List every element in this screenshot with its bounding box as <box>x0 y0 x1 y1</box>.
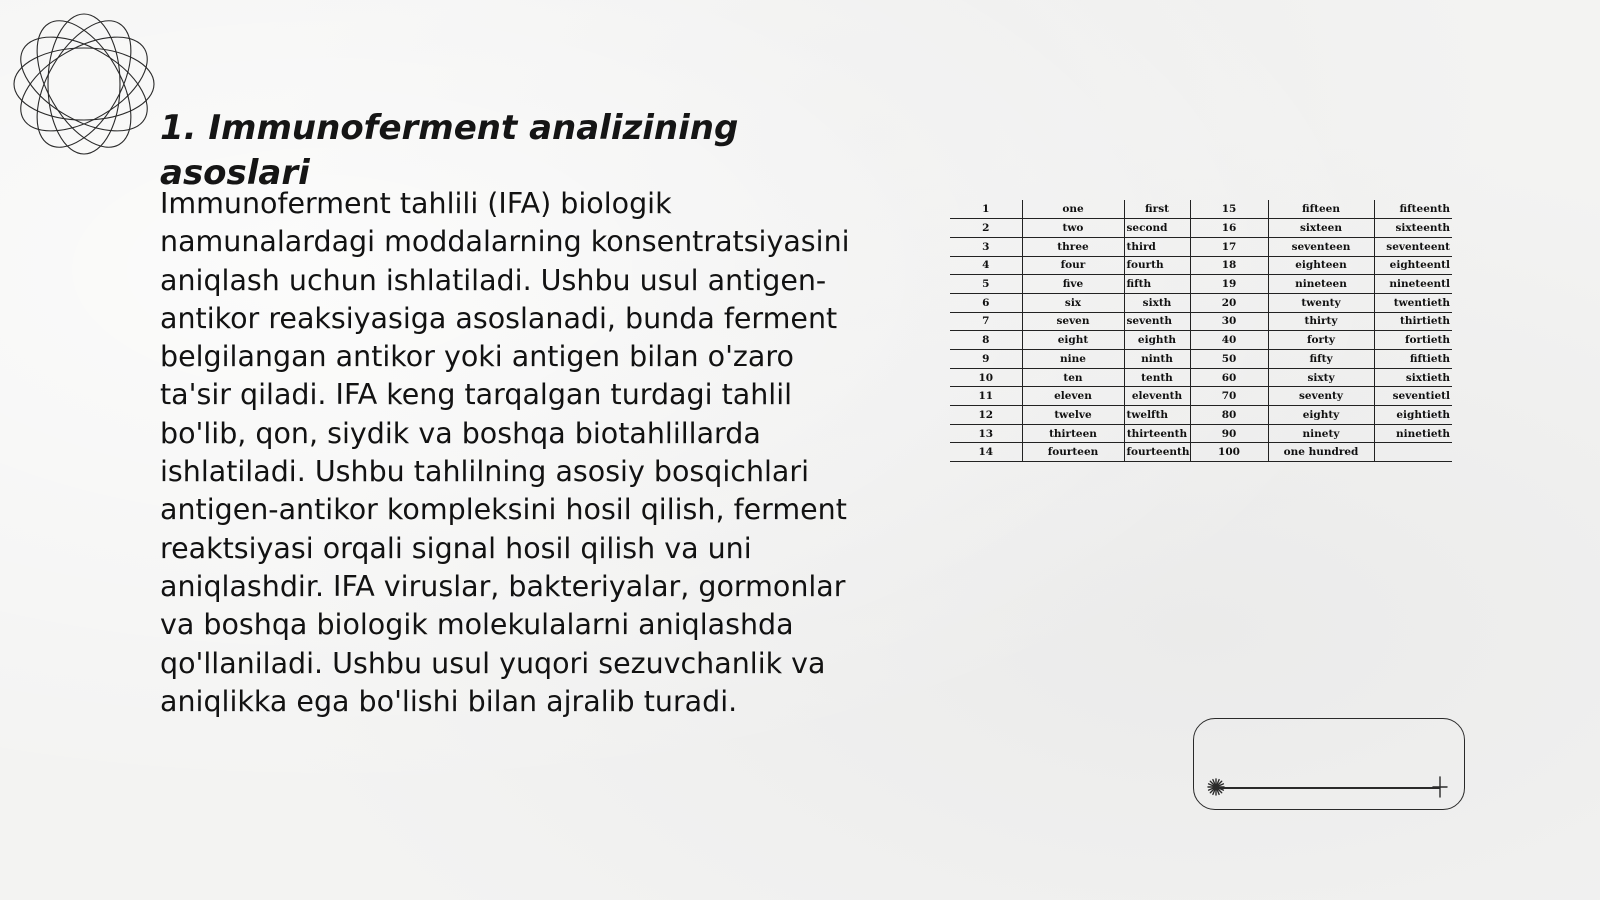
cardinal-cell: fourteen <box>1022 443 1124 462</box>
table-row <box>950 424 1452 443</box>
ordinal-cell: fourth <box>1124 256 1190 275</box>
decorative-line <box>1216 787 1440 789</box>
cardinal-cell: sixteen <box>1268 219 1374 238</box>
number-cell: 3 <box>950 237 1022 256</box>
ordinal-cell: eleventh <box>1124 387 1190 406</box>
cardinal-cell: seven <box>1022 312 1124 331</box>
number-cell: 17 <box>1190 237 1268 256</box>
slide-title: 1. Immunoferment analizining asoslari <box>160 108 739 193</box>
number-cell: 14 <box>950 443 1022 462</box>
decorative-frame <box>1193 718 1465 810</box>
ordinal-cell: tenth <box>1124 368 1190 387</box>
table-row <box>950 256 1452 275</box>
cardinal-cell: nine <box>1022 350 1124 369</box>
table-row <box>950 200 1452 219</box>
cardinal-cell: ten <box>1022 368 1124 387</box>
cardinal-cell: fifty <box>1268 350 1374 369</box>
cardinal-cell: seventeen <box>1268 237 1374 256</box>
ordinal-cell: nineteentl <box>1374 275 1452 294</box>
number-cell: 12 <box>950 406 1022 425</box>
cardinal-cell: six <box>1022 293 1124 312</box>
cardinal-cell: nineteen <box>1268 275 1374 294</box>
cardinal-cell: twenty <box>1268 293 1374 312</box>
ordinal-cell: fifteenth <box>1374 200 1452 219</box>
cardinal-cell: thirteen <box>1022 424 1124 443</box>
number-cell: 5 <box>950 275 1022 294</box>
ordinal-cell: sixth <box>1124 293 1190 312</box>
number-cell: 4 <box>950 256 1022 275</box>
number-cell: 100 <box>1190 443 1268 462</box>
ordinal-cell: eighteentl <box>1374 256 1452 275</box>
number-cell: 11 <box>950 387 1022 406</box>
table-row <box>950 237 1452 256</box>
ordinal-cell: ninetieth <box>1374 424 1452 443</box>
ordinal-cell: seventh <box>1124 312 1190 331</box>
ordinal-cell <box>1374 443 1452 462</box>
ordinal-cell: seventeent <box>1374 237 1452 256</box>
number-cell: 6 <box>950 293 1022 312</box>
cardinal-cell: eight <box>1022 331 1124 350</box>
number-cell: 9 <box>950 350 1022 369</box>
table-row <box>950 331 1452 350</box>
table-row <box>950 275 1452 294</box>
number-cell: 18 <box>1190 256 1268 275</box>
cardinal-cell: ninety <box>1268 424 1374 443</box>
table-row <box>950 350 1452 369</box>
number-cell: 80 <box>1190 406 1268 425</box>
number-cell: 8 <box>950 331 1022 350</box>
cardinal-cell: three <box>1022 237 1124 256</box>
ordinal-cell: ninth <box>1124 350 1190 369</box>
slide-body-text: Immunoferment tahlili (IFA) biologik namunalardagi moddalarning konsentratsiyasini aniqlash uchun ishlatiladi. Ushbu usul antigen-antikor reaksiyasiga asoslanadi, bunda ferment belgilangan antikor yoki antigen bilan o'zaro ta'sir qiladi. IFA keng tarqalgan turdagi tahlil bo'lib, qon, siydik va boshqa biotahlillarda ishlatiladi. Ushbu tahlilning asosiy bosqichlari antigen-antikor kompleksini hosil qilish, ferment reaktsiyasi orqali signal hosil qilish va uni aniqlashdir. IFA viruslar, bakteriyalar, gormonlar va boshqa biologik molekulalarni aniqlashda qo'llaniladi. Ushbu usul yuqori sezuvchanlik va aniqlikka ega bo'lishi bilan ajralib turadi. <box>160 187 850 718</box>
number-cell: 10 <box>950 368 1022 387</box>
number-cell: 30 <box>1190 312 1268 331</box>
table-row <box>950 387 1452 406</box>
cardinal-cell: one <box>1022 200 1124 219</box>
ordinal-cell: twelfth <box>1124 406 1190 425</box>
table-row <box>950 312 1452 331</box>
number-cell: 50 <box>1190 350 1268 369</box>
circular-lines-ornament-icon <box>10 10 158 158</box>
table-row <box>950 293 1452 312</box>
ordinal-cell: eightieth <box>1374 406 1452 425</box>
ordinal-cell: second <box>1124 219 1190 238</box>
number-cell: 15 <box>1190 200 1268 219</box>
number-words-table-image <box>950 200 1452 462</box>
ordinal-cell: sixtieth <box>1374 368 1452 387</box>
number-cell: 7 <box>950 312 1022 331</box>
number-cell: 40 <box>1190 331 1268 350</box>
ordinal-cell: third <box>1124 237 1190 256</box>
ordinal-cell: sixteenth <box>1374 219 1452 238</box>
cardinal-cell: eleven <box>1022 387 1124 406</box>
ordinal-cell: thirtieth <box>1374 312 1452 331</box>
ordinal-cell: thirteenth <box>1124 424 1190 443</box>
cardinal-cell: five <box>1022 275 1124 294</box>
number-cell: 20 <box>1190 293 1268 312</box>
ordinal-cell: seventietl <box>1374 387 1452 406</box>
cardinal-cell: two <box>1022 219 1124 238</box>
cross-icon <box>1430 775 1450 799</box>
ordinal-cell: fiftieth <box>1374 350 1452 369</box>
cardinal-cell: forty <box>1268 331 1374 350</box>
cardinal-cell: fifteen <box>1268 200 1374 219</box>
number-cell: 1 <box>950 200 1022 219</box>
number-cell: 19 <box>1190 275 1268 294</box>
table-row <box>950 443 1452 462</box>
ordinal-cell: twentieth <box>1374 293 1452 312</box>
table-row <box>950 406 1452 425</box>
number-cell: 90 <box>1190 424 1268 443</box>
number-cell: 2 <box>950 219 1022 238</box>
cardinal-cell: twelve <box>1022 406 1124 425</box>
ordinal-cell: eighth <box>1124 331 1190 350</box>
number-cell: 60 <box>1190 368 1268 387</box>
table-row <box>950 219 1452 238</box>
ordinal-cell: fourteenth <box>1124 443 1190 462</box>
number-cell: 13 <box>950 424 1022 443</box>
cardinal-cell: thirty <box>1268 312 1374 331</box>
cardinal-cell: eighty <box>1268 406 1374 425</box>
cardinal-cell: sixty <box>1268 368 1374 387</box>
number-words-table <box>950 200 1452 462</box>
ordinal-cell: fortieth <box>1374 331 1452 350</box>
cardinal-cell: eighteen <box>1268 256 1374 275</box>
cardinal-cell: seventy <box>1268 387 1374 406</box>
ordinal-cell: fifth <box>1124 275 1190 294</box>
cardinal-cell: four <box>1022 256 1124 275</box>
ordinal-cell: first <box>1124 200 1190 219</box>
number-cell: 16 <box>1190 219 1268 238</box>
number-cell: 70 <box>1190 387 1268 406</box>
table-row <box>950 368 1452 387</box>
cardinal-cell: one hundred <box>1268 443 1374 462</box>
